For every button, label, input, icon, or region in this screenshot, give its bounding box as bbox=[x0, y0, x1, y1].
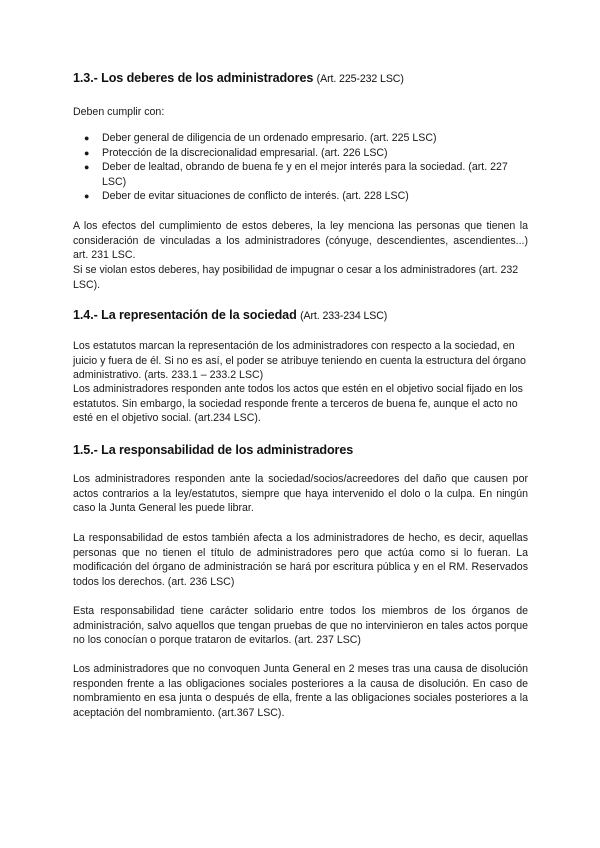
section-1-3-paragraph-2: Si se violan estos deberes, hay posibilidad de impugnar o cesar a los administradores (art. 232 LSC). bbox=[73, 264, 519, 291]
bullet-icon: ● bbox=[84, 133, 90, 143]
list-item-text: Protección de la discrecionalidad empresarial. (art. 226 LSC) bbox=[102, 146, 388, 159]
section-1-5-paragraph-3: Esta responsabilidad tiene carácter solidario entre todos los miembros de los órganos de administración, salvo aquellos que tengan pruebas de que no intervinieron en tales actos porque no los conocían o porque trataron de evitarlos. (art. 237 LSC) bbox=[73, 605, 528, 646]
section-1-5-heading: 1.5.- La responsabilidad de los administradores bbox=[73, 443, 354, 457]
section-1-4-heading bbox=[73, 307, 528, 324]
list-item-text: Deber general de diligencia de un ordenado empresario. (art. 225 LSC) bbox=[102, 132, 437, 144]
bullet-icon: ● bbox=[84, 162, 90, 172]
section-1-5-paragraph-4: Los administradores que no convoquen Junta General en 2 meses tras una causa de disolución responden frente a las obligaciones sociales posteriores a la causa de disolución. En caso de nombramiento en esa junta o después de ella, frente a las obligaciones sociales posteriores a la aceptación del nombramiento. (art.367 LSC). bbox=[73, 663, 528, 719]
section-1-4-paragraph-2: Los administradores responden ante todos los actos que estén en el objetivo social fijado en los estatutos. Sin embargo, la sociedad responde frente a terceros de buena fe, aunque el acto no esté en el objetivo social. (art.234 LSC). bbox=[73, 383, 523, 424]
list-item bbox=[84, 160, 525, 189]
section-1-3-paragraph-1: A los efectos del cumplimiento de estos deberes, la ley menciona las personas que tienen la consideración de vinculadas a los administradores (cónyuge, descendientes, ascendientes...) art. 231 LSC. bbox=[73, 220, 528, 261]
list-item bbox=[84, 189, 525, 204]
bullet-icon: ● bbox=[84, 147, 90, 158]
duties-list bbox=[84, 131, 525, 204]
section-1-3-title: 1.3.- Los deberes de los administradores bbox=[73, 71, 314, 85]
section-1-5-paragraph-2: La responsabilidad de estos también afecta a los administradores de hecho, es decir, aquellas personas que no tienen el título de administradores pero que actúa como si lo fueran. La modificación del órgano de administración se hará por escritura pública y en el RM. Reservados todos los derechos. (art. 236 LSC) bbox=[73, 532, 528, 588]
list-item-text: Deber de lealtad, obrando de buena fe y en el mejor interés para la sociedad. (art. 227 LSC) bbox=[102, 161, 508, 188]
section-1-3-heading bbox=[73, 70, 528, 87]
bullet-icon: ● bbox=[84, 191, 90, 201]
section-1-4-ref: (Art. 233-234 LSC) bbox=[300, 310, 388, 322]
section-1-4-title: 1.4.- La representación de la sociedad bbox=[73, 308, 297, 322]
section-1-5-paragraph-1: Los administradores responden ante la sociedad/socios/acreedores del daño que causen por actos contrarios a la ley/estatutos, siempre que haya intervenido el dolo o la culpa. En ningún caso la Junta General les puede librar. bbox=[73, 473, 528, 514]
section-1-4-paragraph-1: Los estatutos marcan la representación de los administradores con respecto a la sociedad, en juicio y fuera de él. Si no es así, el poder se atribuye teniendo en cuenta la estructura del órgano administrativo. (arts. 233.1 – 233.2 LSC) bbox=[73, 340, 526, 381]
list-item bbox=[84, 131, 525, 146]
list-item bbox=[84, 146, 525, 161]
list-item-text: Deber de evitar situaciones de conflicto de interés. (art. 228 LSC) bbox=[102, 190, 409, 202]
section-1-3-intro: Deben cumplir con: bbox=[73, 106, 165, 118]
section-1-3-ref: (Art. 225-232 LSC) bbox=[316, 73, 404, 85]
